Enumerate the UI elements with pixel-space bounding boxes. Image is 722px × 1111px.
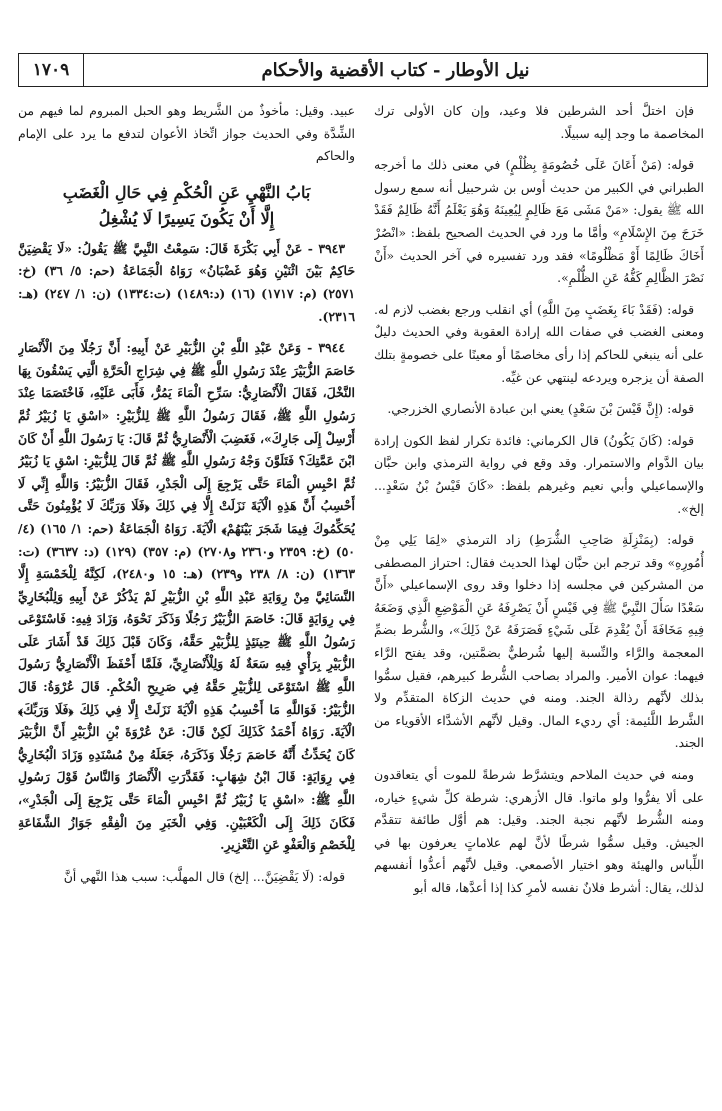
left-column: [18, 100, 355, 1100]
paragraph: ومنه في حديث الملاحم ويتشرَّط شرطةً للموت أي يتعاقدون على ألا يفرُّوا ولو ماتوا. قال الأزهري: شرطة كلِّ شيءٍ خياره، ومنه الشُّرط لأنَّهم نجبة الجند. وقيل: هم أوَّل طائفة تتقدَّم الجيش. وقيل سمُّوا شرطًا لأنَّ لهم علاماتٍ يعرفون بها في اللِّباس والهيئة وهو اختيار الأصمعي. وقيل لأنَّهم أعدُّوا أنفسهم لذلك، يقال: أشرط فلانٌ نفسه لأمرِ كذا إذا أعدَّها، قاله أبو: [374, 767, 704, 895]
chapter-heading-line2: إِلَّا أَنْ يَكُونَ يَسِيرًا لَا يُشْغِلُ: [98, 208, 275, 228]
page-header: [18, 53, 708, 87]
paragraph: قوله: (فَقَدْ بَاءَ بِغَضَبٍ مِنَ اللَّهِ) أي انقلب ورجع بغضب لازم له. ومعنى الغضب في صفات الله إرادة العقوبة وفي الحديث دليلٌ على أنه ينبغي للحاكم إذا رأى مخاصمًا أو معينًا على خصومةٍ بتلك الصفة أن يزجره ويردعه لينتهي عن غيِّه.: [374, 301, 704, 385]
paragraph: قوله: (كَانَ يَكُونُ) قال الكرماني: فائدة تكرار لفظ الكون إرادة بيان الدَّوام والاستمرار. وقد وقع في رواية الترمذي وابن حبَّان والإسماعيلي وأبي نعيم وغيرهم بلفظ: «كَانَ قَيْسُ بْنُ سَعْدٍ... إلخ».: [374, 432, 704, 516]
chapter-heading-line1: بَابُ النَّهْيِ عَنِ الْحُكْمِ فِي حَالِ الْغَضَبِ: [62, 182, 311, 202]
hadith-3943: ٣٩٤٣ - عَنْ أَبِي بَكْرَةَ قَالَ: سَمِعْتُ النَّبِيَّ ﷺ يَقُولُ: «لَا يَقْضِيَنَّ حَاكِمٌ بَيْنَ اثْنَيْنِ وَهُوَ غَضْبَانُ» رَوَاهُ الْجَمَاعَةُ (حم: ٥/ ٣٦) (خ: ٢٥٧١) (م: ١٧١٧) (١٦) (د:١٤٨٩) (ت:١٣٣٤) (ن: ١/ ٢٤٧) (هـ: ٢٣١٦).: [18, 240, 355, 324]
hadith-3944: ٣٩٤٤ - وَعَنْ عَبْدِ اللَّهِ بْنِ الزُّبَيْرِ عَنْ أَبِيهِ: أَنَّ رَجُلًا مِنَ الْأَنْصَارِ خَاصَمَ الزُّبَيْرَ عِنْدَ رَسُولِ اللَّهِ ﷺ فِي شِرَاجِ الْحَرَّةِ الَّتِي يَسْقُونَ بِهَا النَّخْلَ، فَقَالَ الْأَنْصَارِيُّ: سَرِّحِ الْمَاءَ يَمُرُّ، فَأَبَى عَلَيْهِ، فَاخْتَصَمَا عِنْدَ رَسُولِ اللَّهِ ﷺ، فَقَالَ رَسُولُ اللَّهِ ﷺ لِلزُّبَيْرِ: «اسْقِ يَا زُبَيْرُ ثُمَّ أَرْسِلْ إِلَى جَارِكَ»، فَغَضِبَ الْأَنْصَارِيُّ ثُمَّ قَالَ: يَا رَسُولَ اللَّهِ أَنْ كَانَ ابْنَ عَمَّتِكَ؟ فَتَلَوَّنَ وَجْهُ رَسُولِ اللَّهِ ﷺ ثُمَّ قَالَ لِلزُّبَيْرِ: اسْقِ يَا زُبَيْرُ ثُمَّ احْبِسِ الْمَاءَ حَتَّى يَرْجِعَ إِلَى الْجَدْرِ، فَقَالَ الزُّبَيْرُ: وَاللَّهِ إِنِّي لَا أَحْسِبُ أَنَّ هَذِهِ الْآيَةَ نَزَلَتْ إِلَّا فِي ذَلِكَ ﴿فَلَا وَرَبِّكَ لَا يُؤْمِنُونَ حَتَّى يُحَكِّمُوكَ فِيمَا شَجَرَ بَيْنَهُمْ﴾ الْآيَةَ. رَوَاهُ الْجَمَاعَةُ (حم: ١/ ١٦٥) (٤/ ٥٠) (خ: ٢٣٥٩ و٢٣٦٠ و٢٧٠٨) (م: ٣٥٧) (١٢٩) (د: ٣٦٣٧) (ت: ١٣٦٣) (ن: ٨/ ٢٣٨ و٢٣٩) (هـ: ١٥ و٢٤٨٠)، لَكِنَّهُ لِلْخَمْسَةِ إِلَّا النَّسَائِيَّ مِنْ رِوَايَةِ عَبْدِ اللَّهِ بْنِ الزُّبَيْرِ لَمْ يَذْكُرْ عَنْ أَبِيهِ وَلِلْبُخَارِيِّ فِي رِوَايَةٍ قَالَ: خَاصَمَ الزُّبَيْرُ رَجُلًا وَذَكَرَ نَحْوَهُ، وَزَادَ فِيهِ: فَاسْتَوْعَى رَسُولُ اللَّهِ ﷺ حِينَئِذٍ لِلزُّبَيْرِ حَقَّهُ، وَكَانَ قَبْلَ ذَلِكَ قَدْ أَشَارَ عَلَى الزُّبَيْرِ بِرَأْيٍ فِيهِ سَعَةٌ لَهُ وَلِلْأَنْصَارِيِّ، فَلَمَّا أَحْفَظَ الْأَنْصَارِيُّ رَسُولَ اللَّهِ ﷺ اسْتَوْعَى لِلزُّبَيْرِ حَقَّهُ فِي صَرِيحِ الْحُكْمِ. قَالَ عُرْوَةُ: قَالَ الزُّبَيْرُ: فَوَاللَّهِ مَا أَحْسِبُ هَذِهِ الْآيَةَ نَزَلَتْ إِلَّا فِي ذَلِكَ ﴿فَلَا وَرَبِّكَ﴾ الْآيَةَ. رَوَاهُ أَحْمَدُ كَذَلِكَ لَكِنْ قَالَ: عَنْ عُرْوَةَ بْنِ الزُّبَيْرِ أَنَّ الزُّبَيْرَ كَانَ يُحَدِّثُ أَنَّهُ خَاصَمَ رَجُلًا وَذَكَرَهُ، جَعَلَهُ مِنْ مُسْنَدِهِ وَزَادَ الْبُخَارِيُّ فِي رِوَايَةٍ: قَالَ ابْنُ شِهَابٍ: فَقَدَّرَتِ الْأَنْصَارُ وَالنَّاسُ قَوْلَ رَسُولِ اللَّهِ ﷺ: «اسْقِ يَا زُبَيْرُ ثُمَّ احْبِسِ الْمَاءَ حَتَّى يَرْجِعَ إِلَى الْجَدْرِ»، فَكَانَ ذَلِكَ إِلَى الْكَعْبَيْنِ. وَفِي الْخَبَرِ مِنَ الْفِقْهِ جَوَازُ الشَّفَاعَةِ لِلْخَصْمِ وَالْعَفْوِ عَنِ التَّعْزِيرِ.: [18, 340, 355, 853]
right-column: [374, 100, 704, 1100]
paragraph: قوله: (مَنْ أَعَانَ عَلَى خُصُومَةٍ بِظُلْمٍ) في معنى ذلك ما أخرجه الطبراني في الكبير من حديث أوس بن شرحبيل أنه سمع رسول الله ﷺ يقول: «مَنْ مَشَى مَعَ ظَالِمٍ لِيُعِينَهُ وَهُوَ يَعْلَمُ أَنَّهُ ظَالِمٌ فَقَدْ خَرَجَ مِنَ الإِسْلَامِ» وأمَّا ما ورد في الحديث الصحيح بلفظ: «انْصُرْ أَخَاكَ ظَالِمًا أَوْ مَظْلُومًا» فقد ورد تفسيره في آخر الحديث «أَنْ نَصْرَ الظَّالِمِ كَفُّهُ عَنِ الظُّلْمِ».: [374, 157, 704, 286]
chapter-heading: [18, 180, 355, 232]
paragraph: قوله: (إِنَّ قَيْسَ بْنَ سَعْدٍ) يعني ابن عبادة الأنصاري الخزرجي.: [387, 401, 694, 417]
paragraph: فإن اختلَّ أحد الشرطين فلا وعيد، وإن كان الأولى ترك المخاصمة ما وجد إليه سبيلًا.: [374, 103, 704, 141]
commentary-paragraph: قوله: (لَا يَقْضِيَنَّ... إلخ) قال المهلَّب: سبب هذا النَّهي أنَّ: [63, 868, 345, 884]
paragraph: قوله: (بِمَنْزِلَةِ صَاحِبِ الشُّرَطِ) زاد الترمذي «لِمَا يَلِي مِنْ أُمُورِهِ» وقد ترجم ابن حبَّان لهذا الحديث فقال: احتراز المصطفى من المشركين في مجلسه إذا دخلوا وقد روى الإسماعيلي «أَنَّ سَعْدًا سَأَلَ النَّبِيَّ ﷺ فِي قَيْسٍ أَنْ يَصْرِفَهُ عَنِ الْمَوْضِعِ الَّذِي وَضَعَهُ فِيهِ مَخَافَةَ أَنْ يُقْدِمَ عَلَى شَيْءٍ فَصَرَفَهُ عَنْ ذَلِكَ»، والشُّرط بضمِّ المعجمة والرَّاء والنِّسبة إليها شُرطيٌّ بضمَّتين، وقد يفتح الرَّاء فيهما: عوان الأمير. والمراد بصاحب الشُّرط كبيرهم، فقيل سمُّوا بذلك لأنَّهم رذالة الجند. ومنه في حديث الزكاة المتقدِّم ولا الشَّرط اللَّئيمة: أي رديء المال. وقيل لأنَّهم الأشدَّاء الأقوياء من الجند.: [374, 532, 704, 751]
paragraph: عبيد. وقيل: مأخوذٌ من الشَّريط وهو الحبل المبروم لما فيهم من الشِّدَّة وفي الحديث جواز اتِّخاذ الأعوان لتدفع ما يرد على الإمام والحاكم: [18, 103, 355, 164]
page-number: ١٧٠٩: [19, 54, 84, 86]
running-title: نيل الأوطار - كتاب الأقضية والأحكام: [261, 59, 530, 81]
